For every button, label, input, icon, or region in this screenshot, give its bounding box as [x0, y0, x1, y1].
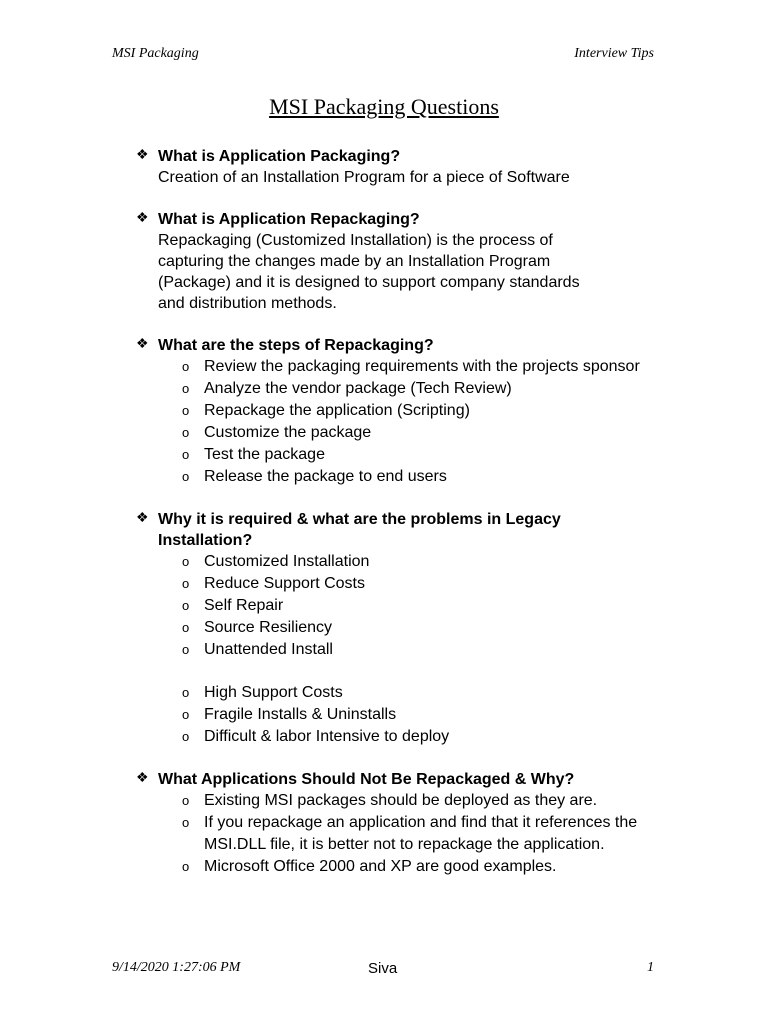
- diamond-bullet-icon: ❖: [136, 509, 149, 525]
- list-item: o Analyze the vendor package (Tech Review): [182, 378, 656, 400]
- list-item: o Microsoft Office 2000 and XP are good examples.: [182, 856, 656, 878]
- sub-list: [136, 356, 656, 488]
- question-heading-line: Why it is required & what are the problems in Legacy: [158, 511, 561, 528]
- question-block: [136, 146, 656, 188]
- circle-bullet-icon: o: [182, 859, 190, 874]
- sub-list: [136, 682, 656, 748]
- list-item: o Self Repair: [182, 595, 656, 617]
- list-item: o Source Resiliency: [182, 617, 656, 639]
- list-item: o Reduce Support Costs: [182, 573, 656, 595]
- answer-line: and distribution methods.: [158, 295, 337, 312]
- circle-bullet-icon: o: [182, 598, 190, 613]
- list-item: o Difficult & labor Intensive to deploy: [182, 726, 656, 748]
- header-left: MSI Packaging: [112, 46, 199, 61]
- answer-line: (Package) and it is designed to support company standards: [158, 274, 580, 291]
- document-body: [136, 146, 656, 878]
- question-heading-line: Installation?: [158, 532, 253, 549]
- diamond-bullet-icon: ❖: [136, 146, 149, 162]
- circle-bullet-icon: o: [182, 447, 190, 462]
- sub-list: [136, 790, 656, 878]
- list-item: o Release the package to end users: [182, 466, 656, 488]
- circle-bullet-icon: o: [182, 620, 190, 635]
- sub-list: [136, 551, 656, 661]
- circle-bullet-icon: o: [182, 469, 190, 484]
- list-item: o Test the package: [182, 444, 656, 466]
- footer-author: Siva: [368, 960, 398, 977]
- page-number: 1: [647, 960, 654, 975]
- answer-line: Repackaging (Customized Installation) is the process of: [158, 232, 553, 249]
- question-heading: What is Application Repackaging?: [158, 211, 420, 228]
- circle-bullet-icon: o: [182, 793, 190, 808]
- list-item: o Existing MSI packages should be deployed as they are.: [182, 790, 656, 812]
- answer-line: capturing the changes made by an Installation Program: [158, 253, 551, 270]
- page-title: MSI Packaging Questions: [269, 94, 499, 119]
- list-item: o Review the packaging requirements with the projects sponsor: [182, 356, 656, 378]
- circle-bullet-icon: o: [182, 642, 190, 657]
- question-heading: What are the steps of Repackaging?: [158, 337, 434, 354]
- circle-bullet-icon: o: [182, 707, 190, 722]
- question-block: [136, 335, 656, 356]
- diamond-bullet-icon: ❖: [136, 769, 149, 785]
- circle-bullet-icon: o: [182, 359, 190, 374]
- list-item: o Unattended Install: [182, 639, 656, 661]
- question-heading: What Applications Should Not Be Repackaged & Why?: [158, 771, 575, 788]
- diamond-bullet-icon: ❖: [136, 335, 149, 351]
- footer-timestamp: 9/14/2020 1:27:06 PM: [112, 960, 241, 975]
- circle-bullet-icon: o: [182, 381, 190, 396]
- list-item: o Customized Installation: [182, 551, 656, 573]
- circle-bullet-icon: o: [182, 685, 190, 700]
- circle-bullet-icon: o: [182, 403, 190, 418]
- circle-bullet-icon: o: [182, 554, 190, 569]
- circle-bullet-icon: o: [182, 729, 190, 744]
- list-item: o If you repackage an application and find that it references the MSI.DLL file, it is better not to repackage the application.: [182, 814, 638, 853]
- question-block: [136, 209, 656, 314]
- diamond-bullet-icon: ❖: [136, 209, 149, 225]
- header-right: Interview Tips: [574, 46, 654, 61]
- list-item: o Customize the package: [182, 422, 656, 444]
- question-heading: What is Application Packaging?: [158, 148, 401, 165]
- question-block: [136, 769, 656, 790]
- answer-text: Creation of an Installation Program for a piece of Software: [158, 169, 570, 186]
- circle-bullet-icon: o: [182, 425, 190, 440]
- circle-bullet-icon: o: [182, 815, 190, 830]
- question-block: [136, 509, 656, 551]
- list-item: o Repackage the application (Scripting): [182, 400, 656, 422]
- list-item: o High Support Costs: [182, 682, 656, 704]
- circle-bullet-icon: o: [182, 576, 190, 591]
- list-item: o Fragile Installs & Uninstalls: [182, 704, 656, 726]
